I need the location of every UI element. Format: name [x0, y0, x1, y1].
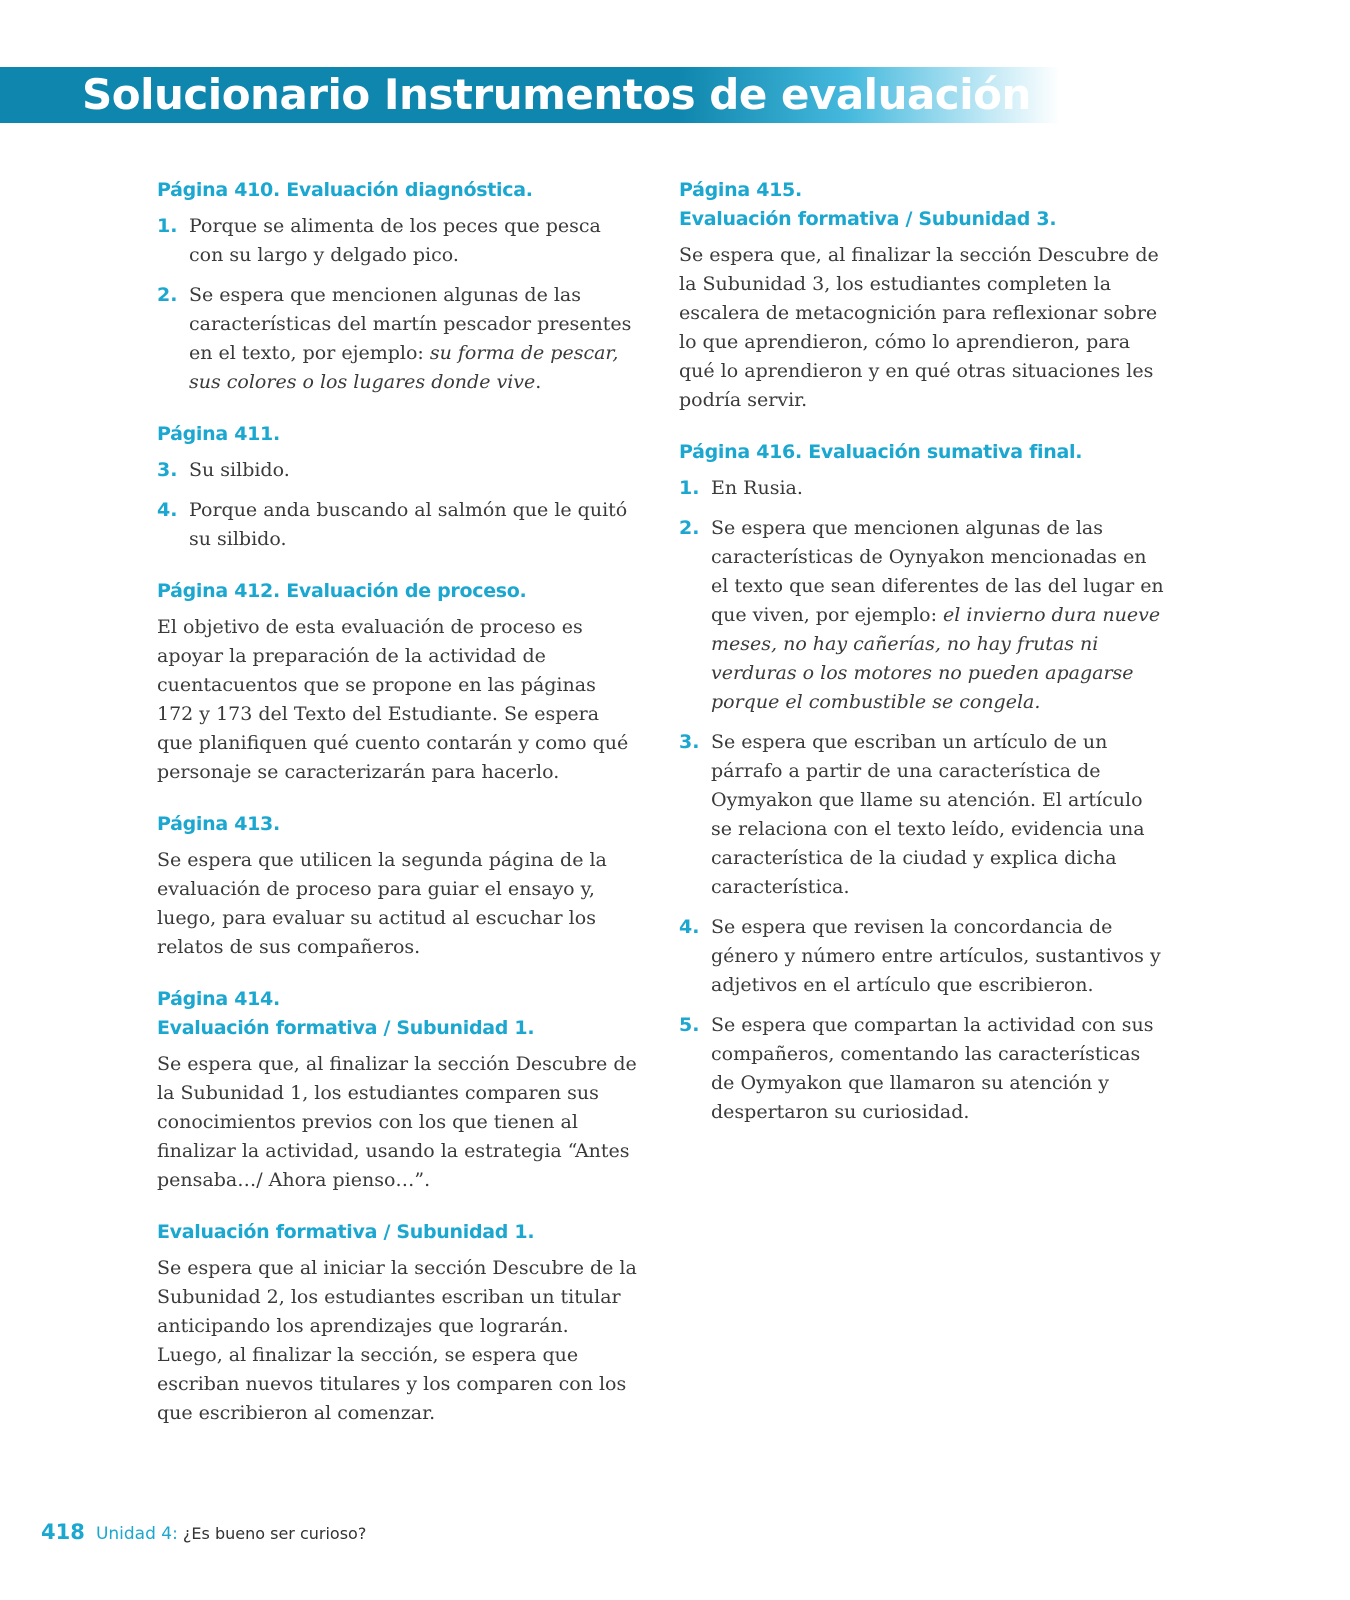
section-heading: Página 416. Evaluación sumativa final.	[679, 441, 1083, 463]
item-number: 1.	[157, 215, 178, 237]
item-number: 2.	[679, 517, 700, 539]
list-item	[157, 212, 637, 270]
item-number: 4.	[157, 499, 178, 521]
item-text: Porque anda buscando al salmón que le quitó su silbido.	[189, 499, 628, 550]
section-heading: Página 413.	[157, 813, 280, 835]
list-item	[157, 281, 637, 397]
item-text: Se espera que revisen la concordancia de género y número entre artículos, sustantivos y adjetivos en el artículo que escribieron.	[711, 916, 1161, 996]
unit-label: Unidad 4:	[95, 1524, 178, 1544]
item-text: Se espera que mencionen algunas de las características de Oynyakon mencionadas en el texto que sean diferentes de las del lugar en que viven, por ejemplo: el invierno dura nueve meses, no hay cañerías, no hay frutas ni verduras o los motores no pueden apagarse porque el combustible se congela.	[711, 517, 1164, 713]
paragraph: Se espera que al iniciar la sección Descubre de la Subunidad 2, los estudiantes escriban un titular anticipando los aprendizajes que lograrán. Luego, al finalizar la sección, se espera que escriban nuevos titulares y los comparen con los que escribieron al comenzar.	[157, 1257, 637, 1424]
list-item	[679, 474, 1169, 503]
right-column	[679, 176, 1169, 1138]
item-number: 5.	[679, 1014, 700, 1036]
section-heading: Evaluación formativa / Subunidad 1.	[157, 1221, 535, 1243]
list-item	[679, 913, 1169, 1000]
paragraph: El objetivo de esta evaluación de proceso es apoyar la preparación de la actividad de cuentacuentos que se propone en las páginas 172 y 173 del Texto del Estudiante. Se espera que planifiquen qué cuento contarán y como qué personaje se caracterizarán para hacerlo.	[157, 616, 629, 783]
item-number: 4.	[679, 916, 700, 938]
item-text: En Rusia.	[711, 477, 803, 499]
item-text: Su silbido.	[189, 459, 290, 481]
section-heading: Página 415. Evaluación formativa / Subunidad 3.	[679, 179, 1057, 230]
paragraph: Se espera que, al finalizar la sección Descubre de la Subunidad 3, los estudiantes completen la escalera de metacognición para reflexionar sobre lo que aprendieron, cómo lo aprendieron, para qué lo aprendieron y en qué otras situaciones les podría servir.	[679, 244, 1159, 411]
page-number: 418	[41, 1520, 85, 1544]
header-banner	[0, 67, 1060, 123]
section-heading: Página 411.	[157, 423, 280, 445]
page-title: Solucionario Instrumentos de evaluación	[82, 70, 1031, 119]
item-text: Se espera que escriban un artículo de un párrafo a partir de una característica de Oymyakon que llame su atención. El artículo se relaciona con el texto leído, evidencia una característica de la ciudad y explica dicha característica.	[711, 731, 1145, 898]
section-heading: Página 410. Evaluación diagnóstica.	[157, 179, 533, 201]
list-item	[679, 514, 1169, 717]
list-item	[157, 496, 637, 554]
item-number: 2.	[157, 284, 178, 306]
item-number: 3.	[679, 731, 700, 753]
list-item	[679, 728, 1169, 902]
section-heading: Página 414. Evaluación formativa / Subunidad 1.	[157, 988, 535, 1039]
list-item	[157, 456, 637, 485]
list-item	[679, 1011, 1169, 1127]
paragraph: Se espera que, al finalizar la sección Descubre de la Subunidad 1, los estudiantes comparen sus conocimientos previos con los que tienen al finalizar la actividad, usando la estrategia “Antes pensaba…/ Ahora pienso…”.	[157, 1053, 637, 1191]
item-text: Se espera que mencionen algunas de las características del martín pescador presentes en el texto, por ejemplo: su forma de pescar, sus colores o los lugares donde vive.	[189, 284, 632, 393]
unit-subtitle: ¿Es bueno ser curioso?	[182, 1524, 367, 1543]
left-column	[157, 176, 637, 1451]
section-heading: Página 412. Evaluación de proceso.	[157, 580, 527, 602]
item-text: Se espera que compartan la actividad con sus compañeros, comentando las características de Oymyakon que llamaron su atención y despertaron su curiosidad.	[711, 1014, 1154, 1123]
page-footer	[41, 1520, 366, 1544]
item-number: 3.	[157, 459, 178, 481]
item-number: 1.	[679, 477, 700, 499]
paragraph: Se espera que utilicen la segunda página de la evaluación de proceso para guiar el ensayo y, luego, para evaluar su actitud al escuchar los relatos de sus compañeros.	[157, 849, 607, 958]
item-text: Porque se alimenta de los peces que pesca con su largo y delgado pico.	[189, 215, 601, 266]
